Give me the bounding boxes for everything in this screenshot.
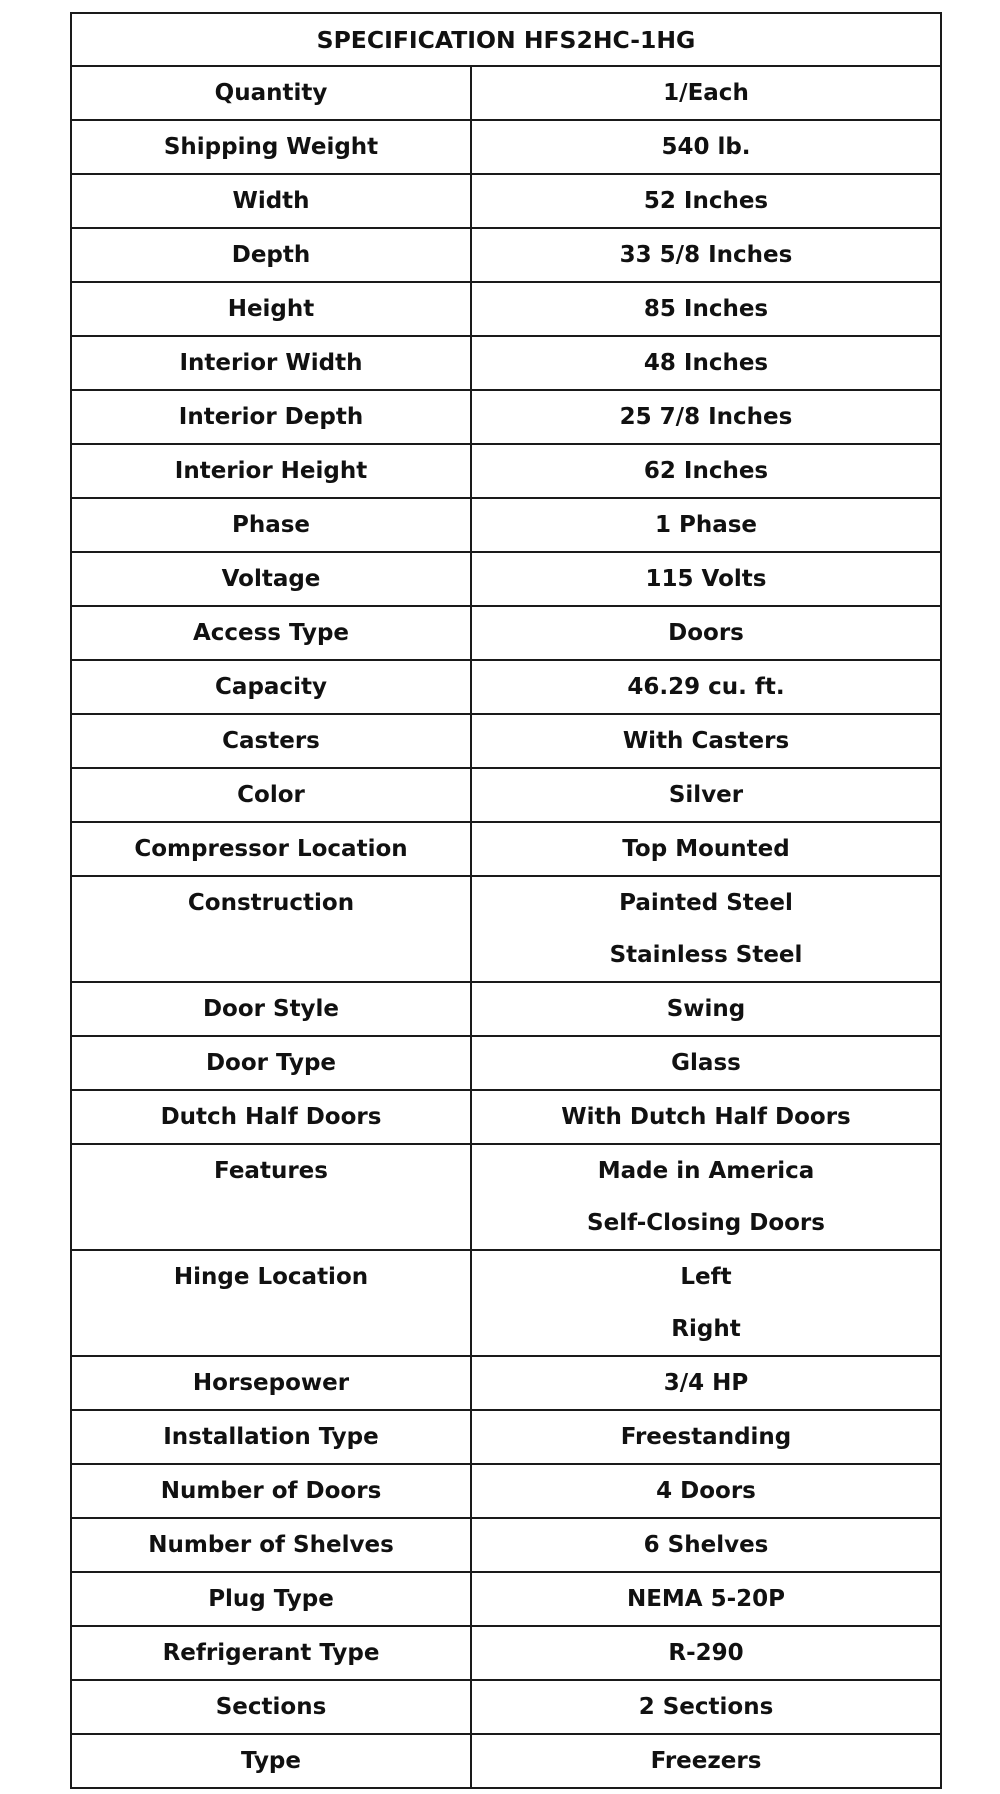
table-row (71, 1680, 941, 1734)
spec-value: 48 Inches (471, 336, 941, 390)
spec-label: Compressor Location (71, 822, 471, 876)
spec-label: Height (71, 282, 471, 336)
spec-value: NEMA 5-20P (471, 1572, 941, 1626)
table-row (71, 1250, 941, 1356)
spec-label-text: Hinge Location (173, 1264, 369, 1290)
spec-value: 1/Each (471, 66, 941, 120)
spec-value: R-290 (471, 1626, 941, 1680)
spec-label (71, 1144, 471, 1250)
spec-value: 2 Sections (471, 1680, 941, 1734)
spec-label: Quantity (71, 66, 471, 120)
spec-value: 3/4 HP (471, 1356, 941, 1410)
spec-label: Color (71, 768, 471, 822)
spec-label: Capacity (71, 660, 471, 714)
table-row (71, 390, 941, 444)
table-row (71, 1090, 941, 1144)
spec-label: Interior Height (71, 444, 471, 498)
spec-value-line: Left (680, 1264, 732, 1290)
table-row (71, 1518, 941, 1572)
spec-label: Plug Type (71, 1572, 471, 1626)
spec-value-line: Stainless Steel (609, 942, 803, 968)
table-row (71, 498, 941, 552)
spec-value (471, 1144, 941, 1250)
spec-value: Freestanding (471, 1410, 941, 1464)
spec-value: 540 lb. (471, 120, 941, 174)
spec-label: Depth (71, 228, 471, 282)
table-row (71, 606, 941, 660)
table-header-row (71, 13, 941, 66)
spec-label: Phase (71, 498, 471, 552)
spec-label: Dutch Half Doors (71, 1090, 471, 1144)
spec-label: Interior Width (71, 336, 471, 390)
spec-label: Interior Depth (71, 390, 471, 444)
table-row (71, 552, 941, 606)
table-row (71, 120, 941, 174)
spec-value: With Dutch Half Doors (471, 1090, 941, 1144)
spec-value: 33 5/8 Inches (471, 228, 941, 282)
spec-value: Doors (471, 606, 941, 660)
spec-value: Swing (471, 982, 941, 1036)
table-row (71, 1572, 941, 1626)
spec-value-line: Painted Steel (619, 890, 793, 916)
spec-label: Door Style (71, 982, 471, 1036)
spec-label: Refrigerant Type (71, 1626, 471, 1680)
table-row (71, 1036, 941, 1090)
spec-label: Installation Type (71, 1410, 471, 1464)
spec-value: 62 Inches (471, 444, 941, 498)
spec-value: Glass (471, 1036, 941, 1090)
spec-value: 1 Phase (471, 498, 941, 552)
table-row (71, 1410, 941, 1464)
spec-label: Type (71, 1734, 471, 1788)
spec-value: Top Mounted (471, 822, 941, 876)
spec-label: Number of Shelves (71, 1518, 471, 1572)
table-row (71, 660, 941, 714)
spec-value: 52 Inches (471, 174, 941, 228)
table-row (71, 714, 941, 768)
specification-table (70, 12, 942, 1789)
spec-label: Voltage (71, 552, 471, 606)
spec-label: Sections (71, 1680, 471, 1734)
table-row (71, 1626, 941, 1680)
spec-label: Width (71, 174, 471, 228)
table-row (71, 822, 941, 876)
table-row (71, 444, 941, 498)
spec-value: 25 7/8 Inches (471, 390, 941, 444)
spec-label (71, 1250, 471, 1356)
spec-value: 46.29 cu. ft. (471, 660, 941, 714)
table-row (71, 768, 941, 822)
spec-label: Casters (71, 714, 471, 768)
table-row (71, 982, 941, 1036)
table-row (71, 876, 941, 982)
table-title: SPECIFICATION HFS2HC-1HG (71, 13, 941, 66)
spec-label: Door Type (71, 1036, 471, 1090)
page-bottom-edge (0, 1790, 1000, 1794)
table-body (71, 66, 941, 1788)
spec-label: Horsepower (71, 1356, 471, 1410)
spec-label-text: Features (214, 1158, 328, 1184)
table-row (71, 282, 941, 336)
table-row (71, 174, 941, 228)
spec-value: 6 Shelves (471, 1518, 941, 1572)
spec-value: With Casters (471, 714, 941, 768)
spec-value (471, 1250, 941, 1356)
spec-value: 115 Volts (471, 552, 941, 606)
table-row (71, 1734, 941, 1788)
spec-label: Number of Doors (71, 1464, 471, 1518)
spec-value-line: Self-Closing Doors (587, 1210, 825, 1236)
spec-label: Access Type (71, 606, 471, 660)
spec-value: 4 Doors (471, 1464, 941, 1518)
table-row (71, 228, 941, 282)
spec-label (71, 876, 471, 982)
table-row (71, 66, 941, 120)
table-row (71, 1356, 941, 1410)
spec-value-line: Right (671, 1316, 741, 1342)
table-row (71, 336, 941, 390)
spec-value: Silver (471, 768, 941, 822)
spec-label-text: Construction (187, 890, 355, 916)
table-row (71, 1144, 941, 1250)
spec-value-line: Made in America (597, 1158, 815, 1184)
table-row (71, 1464, 941, 1518)
spec-value: Freezers (471, 1734, 941, 1788)
spec-label: Shipping Weight (71, 120, 471, 174)
spec-value: 85 Inches (471, 282, 941, 336)
spec-value (471, 876, 941, 982)
